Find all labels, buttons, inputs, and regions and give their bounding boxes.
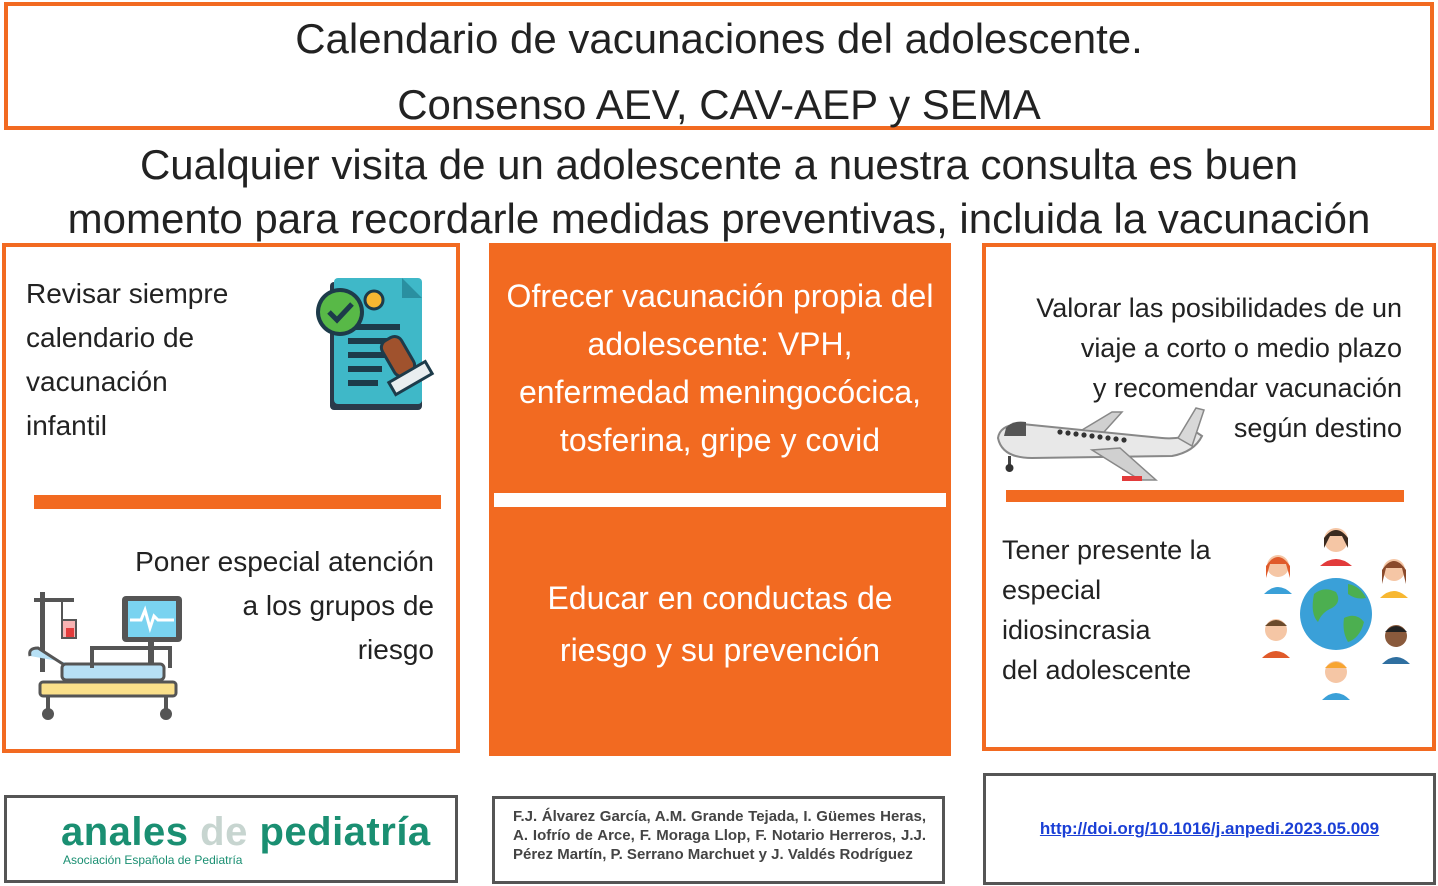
center-separator	[494, 493, 946, 507]
title-line-2: Consenso AEV, CAV-AEP y SEMA	[397, 81, 1041, 128]
subtitle	[0, 138, 1438, 246]
logo-word-pediatria: pediatría	[247, 810, 431, 854]
travel-line-1: Valorar las posibilidades de un	[1036, 293, 1402, 323]
hospital-bed-icon	[26, 588, 190, 722]
educate-risk-text	[490, 572, 950, 676]
doi-box	[983, 773, 1436, 885]
left-divider	[34, 495, 441, 509]
authors-text: F.J. Álvarez García, A.M. Grande Tejada, I. Güemes Heras, A. Iofrío de Arce, F. Moraga Llop, F. Notario Herreros, J.J. Pérez Martín, P. Serrano Marchuet y J. Valdés Rodríguez	[513, 808, 926, 863]
logo-subtitle: Asociación Española de Pediatría	[63, 853, 243, 867]
title-line-1: Calendario de vacunaciones del adolescente.	[295, 15, 1143, 62]
right-divider	[1006, 490, 1404, 502]
offer-vaccination-line-1: Ofrecer vacunación propia del	[506, 278, 934, 314]
offer-vaccination-line-2: adolescente: VPH,	[587, 326, 853, 362]
subtitle-line-2: momento para recordarle medidas preventivas, incluida la vacunación	[67, 195, 1371, 242]
logo-word-de: de	[200, 810, 248, 854]
subtitle-line-1: Cualquier visita de un adolescente a nuestra consulta es buen	[139, 141, 1299, 188]
journal-logo	[61, 810, 431, 855]
risk-groups-line-3: riesgo	[357, 634, 434, 665]
check-calendar-line-1: Revisar siempre	[26, 278, 229, 309]
idiosyncrasy-line-4: del adolescente	[1002, 655, 1192, 685]
idiosyncrasy-line-2: especial	[1002, 575, 1102, 605]
educate-risk-line-2: riesgo y su prevención	[559, 632, 881, 668]
adolescent-idiosyncrasy-text	[1002, 530, 1252, 690]
idiosyncrasy-line-3: idiosincrasia	[1002, 615, 1151, 645]
journal-logo-box	[4, 795, 458, 883]
risk-groups-line-1: Poner especial atención	[135, 546, 434, 577]
risk-groups-line-2: a los grupos de	[242, 590, 434, 621]
offer-vaccination-line-3: enfermedad meningocócica,	[518, 374, 921, 410]
check-calendar-line-3: vacunación	[26, 366, 168, 397]
travel-line-2: viaje a corto o medio plazo	[1080, 333, 1402, 363]
authors-box	[492, 796, 945, 884]
travel-line-3: y recomendar vacunación	[1092, 373, 1402, 403]
doi-link[interactable]: http://doi.org/10.1016/j.anpedi.2023.05.009	[1039, 819, 1380, 838]
logo-word-anales: anales	[61, 810, 201, 854]
offer-vaccination-line-4: tosferina, gripe y covid	[559, 422, 881, 458]
diverse-people-globe-icon	[1252, 522, 1422, 706]
document-check-icon	[312, 272, 438, 414]
travel-line-4: según destino	[1233, 413, 1402, 443]
idiosyncrasy-line-1: Tener presente la	[1002, 535, 1211, 565]
offer-vaccination-text	[490, 272, 950, 464]
check-calendar-line-2: calendario de	[26, 322, 195, 353]
airplane-icon	[992, 402, 1206, 488]
check-calendar-line-4: infantil	[26, 410, 107, 441]
check-calendar-text	[26, 272, 296, 448]
title-box	[4, 2, 1434, 130]
educate-risk-line-1: Educar en conductas de	[547, 580, 893, 616]
